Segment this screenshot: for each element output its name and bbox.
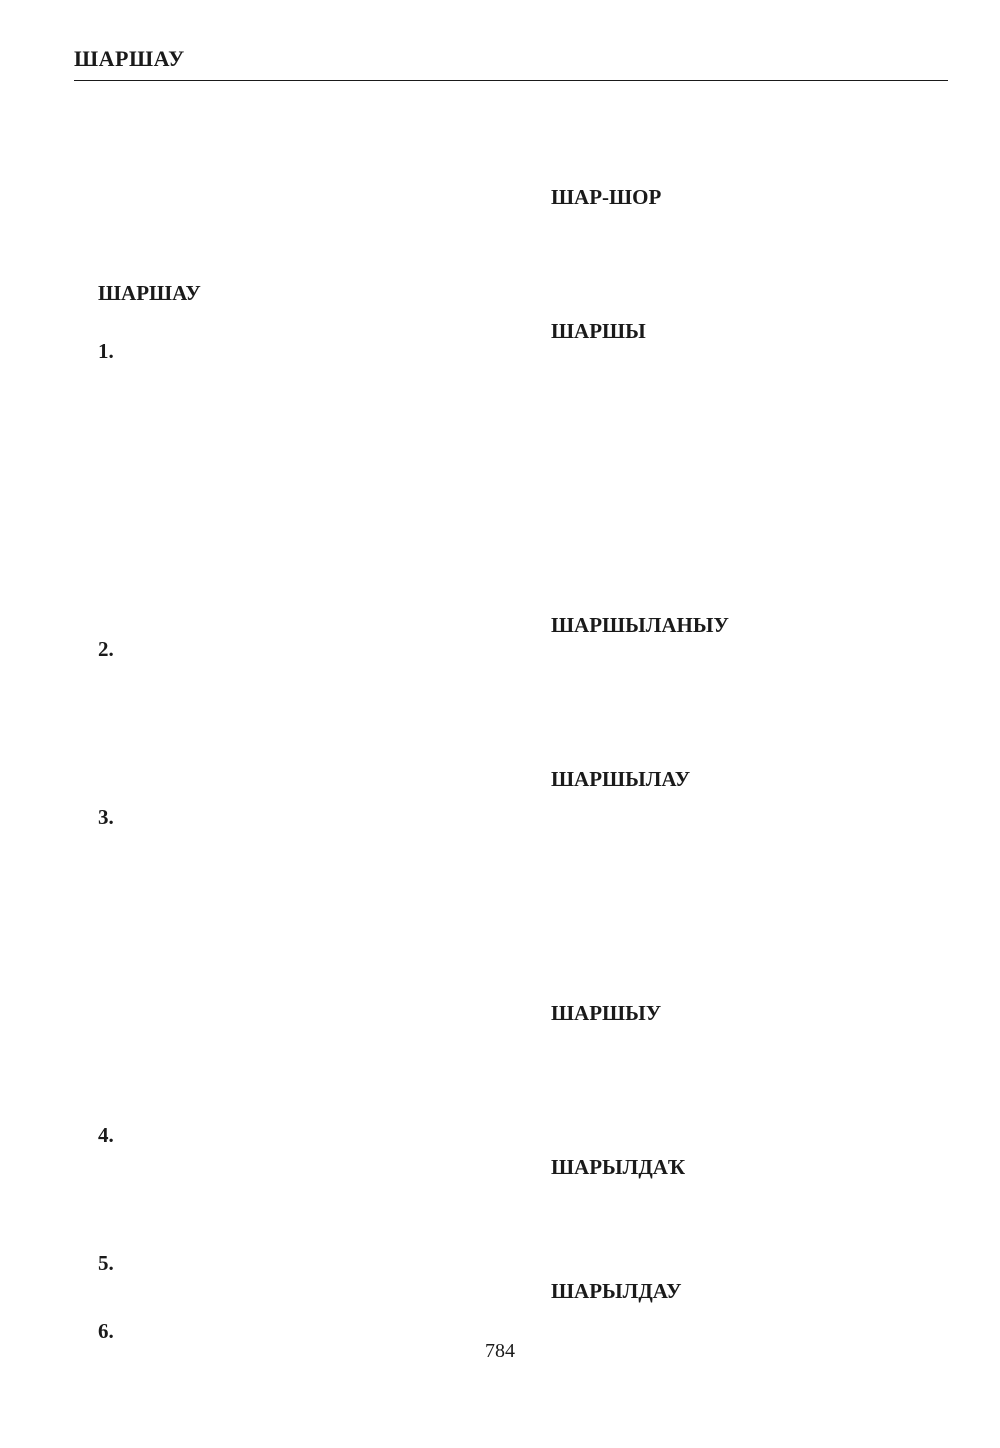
unreadable-text-block	[527, 1186, 945, 1266]
unreadable-text-block	[527, 644, 945, 754]
entry-continuation	[74, 98, 492, 268]
entry	[527, 764, 945, 988]
unreadable-text-block	[527, 798, 945, 988]
sense-number: 4.	[98, 1123, 114, 1147]
entry	[527, 610, 945, 754]
sense-number: 2.	[98, 637, 114, 661]
unreadable-text-block	[527, 216, 945, 306]
headword: ШАР-ШОР	[551, 185, 662, 209]
entry	[527, 998, 945, 1142]
entry	[527, 316, 945, 600]
unreadable-text-block	[74, 1282, 492, 1312]
sense-number: 6.	[98, 1319, 114, 1343]
unreadable-text-block	[74, 668, 492, 798]
right-column	[527, 98, 945, 1350]
unreadable-text-block	[527, 1032, 945, 1142]
unreadable-text-block	[74, 836, 492, 1116]
unreadable-text-block	[74, 98, 492, 268]
entry	[527, 1152, 945, 1266]
header-rule	[74, 80, 948, 81]
left-column	[74, 98, 492, 1356]
headword: ШАРШЫЛАНЫУ	[551, 613, 729, 637]
headword: ШАРЫЛДАҠ	[551, 1155, 686, 1179]
unreadable-text-block	[74, 1154, 492, 1244]
entry	[74, 278, 492, 1346]
unreadable-text-block	[527, 1310, 945, 1340]
page-number: 784	[485, 1340, 515, 1362]
unreadable-text-block	[527, 98, 945, 178]
headword: ШАРЫЛДАУ	[551, 1279, 682, 1303]
headword: ШАРШЫЛАУ	[551, 767, 691, 791]
headword: ШАРШАУ	[98, 281, 201, 305]
sense-number: 5.	[98, 1251, 114, 1275]
headword: ШАРШЫ	[551, 319, 646, 343]
entry	[527, 182, 945, 306]
running-head: ШАРШАУ	[74, 46, 185, 71]
sense-number: 1.	[98, 339, 114, 363]
unreadable-text-block	[527, 350, 945, 600]
entry	[527, 1276, 945, 1340]
headword: ШАРШЫУ	[551, 1001, 662, 1025]
sense-number: 3.	[98, 805, 114, 829]
unreadable-text-block	[74, 312, 492, 332]
unreadable-text-block	[74, 370, 492, 630]
